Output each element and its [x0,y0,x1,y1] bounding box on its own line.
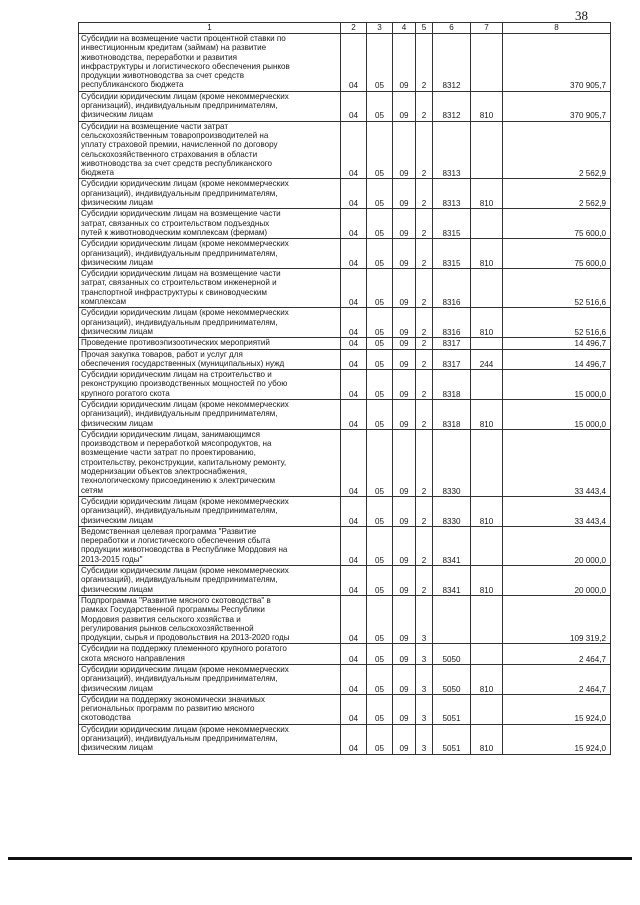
code-cell [471,34,503,92]
row-name-cell: Субсидии юридическим лицам на строительство и реконструкцию производственных мощностей по убою крупного рогатого скота [79,370,341,400]
code-cell: 05 [367,34,393,92]
code-cell: 09 [393,665,416,695]
code-cell: 810 [471,239,503,269]
code-cell [471,526,503,565]
table-row [79,526,611,565]
code-cell: 2 [416,429,433,496]
code-cell: 8312 [433,34,471,92]
code-cell: 05 [367,121,393,179]
table-row [79,349,611,370]
table-row [79,370,611,400]
code-cell: 09 [393,209,416,239]
code-cell: 2 [416,399,433,429]
code-cell: 04 [341,496,367,526]
row-name-cell: Субсидии на поддержку экономически значимых региональных программ по развитию мясного скотоводства [79,694,341,724]
code-cell [471,694,503,724]
code-cell: 810 [471,179,503,209]
table-row [79,179,611,209]
page-number: 38 [575,8,588,23]
code-cell: 09 [393,595,416,643]
amount-cell: 2 562,9 [503,179,611,209]
amount-cell: 75 600,0 [503,239,611,269]
code-cell: 09 [393,566,416,596]
code-cell: 8313 [433,121,471,179]
code-cell: 5051 [433,694,471,724]
code-cell: 3 [416,694,433,724]
code-cell: 5050 [433,665,471,695]
amount-cell: 14 496,7 [503,338,611,349]
code-cell: 09 [393,308,416,338]
row-name-cell: Субсидии юридическим лицам на возмещение части затрат, связанных со строительством инженерной и транспортной инфраструктуры к свиноводческим комплексам [79,269,341,308]
code-cell: 5050 [433,644,471,665]
table-row [79,694,611,724]
code-cell: 2 [416,209,433,239]
amount-cell: 75 600,0 [503,209,611,239]
table-row [79,429,611,496]
code-cell [471,370,503,400]
code-cell: 2 [416,121,433,179]
amount-cell: 109 319,2 [503,595,611,643]
code-cell: 3 [416,665,433,695]
code-cell: 09 [393,239,416,269]
code-cell: 8315 [433,239,471,269]
code-cell: 05 [367,566,393,596]
code-cell: 04 [341,239,367,269]
row-name-cell: Субсидии юридическим лицам, занимающимся производством и переработкой мясопродуктов, на возмещение части затрат по проектированию, строительству, реконструкции, капитальному ремонту, модернизации объектов электроснабжения, технологическому присоединению к электрическим сетям [79,429,341,496]
table-row [79,644,611,665]
code-cell: 05 [367,349,393,370]
code-cell: 2 [416,269,433,308]
table-row [79,595,611,643]
table-row [79,566,611,596]
code-cell [471,644,503,665]
table-row [79,665,611,695]
code-cell: 810 [471,308,503,338]
table-row [79,121,611,179]
code-cell: 05 [367,370,393,400]
code-cell [433,595,471,643]
code-cell: 09 [393,429,416,496]
table-row [79,34,611,92]
code-cell: 09 [393,269,416,308]
code-cell: 05 [367,399,393,429]
code-cell: 04 [341,349,367,370]
code-cell: 09 [393,179,416,209]
code-cell: 04 [341,644,367,665]
table-row [79,91,611,121]
code-cell: 04 [341,121,367,179]
code-cell [471,121,503,179]
code-cell: 09 [393,526,416,565]
row-name-cell: Субсидии юридическим лицам (кроме некоммерческих организаций), индивидуальным предпринимателям, физическим лицам [79,566,341,596]
code-cell [471,209,503,239]
table-row [79,239,611,269]
amount-cell: 15 000,0 [503,370,611,400]
code-cell: 2 [416,370,433,400]
code-cell: 05 [367,269,393,308]
table-row [79,209,611,239]
code-cell: 810 [471,665,503,695]
amount-cell: 20 000,0 [503,566,611,596]
amount-cell: 15 924,0 [503,694,611,724]
code-cell: 2 [416,308,433,338]
amount-cell: 15 924,0 [503,724,611,754]
row-name-cell: Субсидии юридическим лицам (кроме некоммерческих организаций), индивидуальным предпринимателям, физическим лицам [79,724,341,754]
header-cell: 3 [367,23,393,34]
code-cell: 04 [341,179,367,209]
code-cell: 8315 [433,209,471,239]
code-cell: 3 [416,595,433,643]
amount-cell: 15 000,0 [503,399,611,429]
row-name-cell: Подпрограмма "Развитие мясного скотоводства" в рамках Государственной программы Республики Мордовия развития сельского хозяйства и регулирования рынков сельскохозяйственной продукции, сырья и продовольствия на 2013-2020 годы [79,595,341,643]
code-cell: 05 [367,644,393,665]
code-cell: 09 [393,644,416,665]
code-cell: 3 [416,724,433,754]
code-cell: 04 [341,34,367,92]
code-cell: 8330 [433,429,471,496]
table-header-row [79,23,611,34]
code-cell: 8312 [433,91,471,121]
code-cell [471,269,503,308]
code-cell: 04 [341,209,367,239]
amount-cell: 2 464,7 [503,665,611,695]
amount-cell: 14 496,7 [503,349,611,370]
code-cell: 2 [416,34,433,92]
code-cell [471,429,503,496]
row-name-cell: Субсидии юридическим лицам (кроме некоммерческих организаций), индивидуальным предпринимателям, физическим лицам [79,179,341,209]
code-cell: 05 [367,429,393,496]
code-cell [471,595,503,643]
code-cell: 8317 [433,349,471,370]
code-cell: 09 [393,338,416,349]
row-name-cell: Субсидии на поддержку племенного крупного рогатого скота мясного направления [79,644,341,665]
code-cell: 09 [393,694,416,724]
code-cell: 2 [416,566,433,596]
code-cell: 05 [367,239,393,269]
code-cell: 8341 [433,526,471,565]
code-cell: 2 [416,338,433,349]
code-cell: 8341 [433,566,471,596]
code-cell: 810 [471,91,503,121]
code-cell: 2 [416,349,433,370]
page-bottom-rule [8,857,632,860]
header-cell: 7 [471,23,503,34]
row-name-cell: Прочая закупка товаров, работ и услуг для обеспечения государственных (муниципальных) нужд [79,349,341,370]
amount-cell: 2 562,9 [503,121,611,179]
code-cell: 8318 [433,399,471,429]
row-name-cell: Субсидии на возмещение части процентной ставки по инвестиционным кредитам (займам) на развитие животноводства, переработки и развития инфраструктуры и логистического обеспечения рынков продукции животноводства за счет средств республиканского бюджета [79,34,341,92]
code-cell: 05 [367,179,393,209]
code-cell: 04 [341,694,367,724]
row-name-cell: Субсидии на возмещение части затрат сельскохозяйственным товаропроизводителей на уплату страховой премии, начисленной по договору сельскохозяйственного страхования в области животноводства за счет средств республиканского бюджета [79,121,341,179]
code-cell: 5051 [433,724,471,754]
code-cell: 2 [416,526,433,565]
row-name-cell: Субсидии юридическим лицам (кроме некоммерческих организаций), индивидуальным предпринимателям, физическим лицам [79,239,341,269]
code-cell: 810 [471,566,503,596]
amount-cell: 33 443,4 [503,496,611,526]
code-cell: 09 [393,370,416,400]
code-cell: 04 [341,269,367,308]
code-cell: 8330 [433,496,471,526]
code-cell: 04 [341,595,367,643]
budget-table [78,22,611,755]
code-cell: 04 [341,526,367,565]
code-cell: 05 [367,665,393,695]
code-cell: 8318 [433,370,471,400]
header-cell: 6 [433,23,471,34]
code-cell: 04 [341,399,367,429]
code-cell: 04 [341,665,367,695]
header-cell: 1 [79,23,341,34]
code-cell: 810 [471,496,503,526]
header-cell: 8 [503,23,611,34]
table-row [79,496,611,526]
amount-cell: 370 905,7 [503,91,611,121]
code-cell: 05 [367,338,393,349]
code-cell: 8313 [433,179,471,209]
code-cell: 810 [471,399,503,429]
row-name-cell: Субсидии юридическим лицам на возмещение части затрат, связанных со строительством подъездных путей к животноводческим комплексам (фермам) [79,209,341,239]
code-cell: 8317 [433,338,471,349]
code-cell: 05 [367,91,393,121]
row-name-cell: Ведомственная целевая программа "Развитие переработки и логистического обеспечения сбыта продукции животноводства в Республике Мордовия на 2013-2015 годы" [79,526,341,565]
amount-cell: 2 464,7 [503,644,611,665]
code-cell: 2 [416,496,433,526]
code-cell: 810 [471,724,503,754]
code-cell: 09 [393,399,416,429]
table-row [79,269,611,308]
amount-cell: 52 516,6 [503,269,611,308]
table-row [79,399,611,429]
code-cell: 2 [416,179,433,209]
code-cell: 05 [367,595,393,643]
code-cell: 04 [341,308,367,338]
header-cell: 2 [341,23,367,34]
amount-cell: 370 905,7 [503,34,611,92]
table-row [79,308,611,338]
code-cell: 09 [393,121,416,179]
code-cell: 05 [367,526,393,565]
row-name-cell: Субсидии юридическим лицам (кроме некоммерческих организаций), индивидуальным предпринимателям, физическим лицам [79,91,341,121]
header-cell: 4 [393,23,416,34]
code-cell: 05 [367,308,393,338]
row-name-cell: Субсидии юридическим лицам (кроме некоммерческих организаций), индивидуальным предпринимателям, физическим лицам [79,399,341,429]
row-name-cell: Субсидии юридическим лицам (кроме некоммерческих организаций), индивидуальным предпринимателям, физическим лицам [79,308,341,338]
table-row [79,724,611,754]
row-name-cell: Субсидии юридическим лицам (кроме некоммерческих организаций), индивидуальным предпринимателям, физическим лицам [79,496,341,526]
header-cell: 5 [416,23,433,34]
code-cell: 04 [341,429,367,496]
code-cell: 04 [341,370,367,400]
code-cell: 2 [416,91,433,121]
code-cell: 09 [393,34,416,92]
table-row [79,338,611,349]
code-cell: 2 [416,239,433,269]
code-cell [471,338,503,349]
code-cell: 04 [341,338,367,349]
row-name-cell: Проведение противоэпизоотических мероприятий [79,338,341,349]
amount-cell: 33 443,4 [503,429,611,496]
code-cell: 09 [393,496,416,526]
code-cell: 09 [393,349,416,370]
code-cell: 8316 [433,308,471,338]
amount-cell: 52 516,6 [503,308,611,338]
amount-cell: 20 000,0 [503,526,611,565]
code-cell: 8316 [433,269,471,308]
code-cell: 05 [367,694,393,724]
row-name-cell: Субсидии юридическим лицам (кроме некоммерческих организаций), индивидуальным предпринимателям, физическим лицам [79,665,341,695]
code-cell: 05 [367,209,393,239]
code-cell: 244 [471,349,503,370]
code-cell: 04 [341,91,367,121]
code-cell: 09 [393,91,416,121]
code-cell: 05 [367,724,393,754]
code-cell: 04 [341,566,367,596]
code-cell: 3 [416,644,433,665]
code-cell: 04 [341,724,367,754]
code-cell: 05 [367,496,393,526]
code-cell: 09 [393,724,416,754]
